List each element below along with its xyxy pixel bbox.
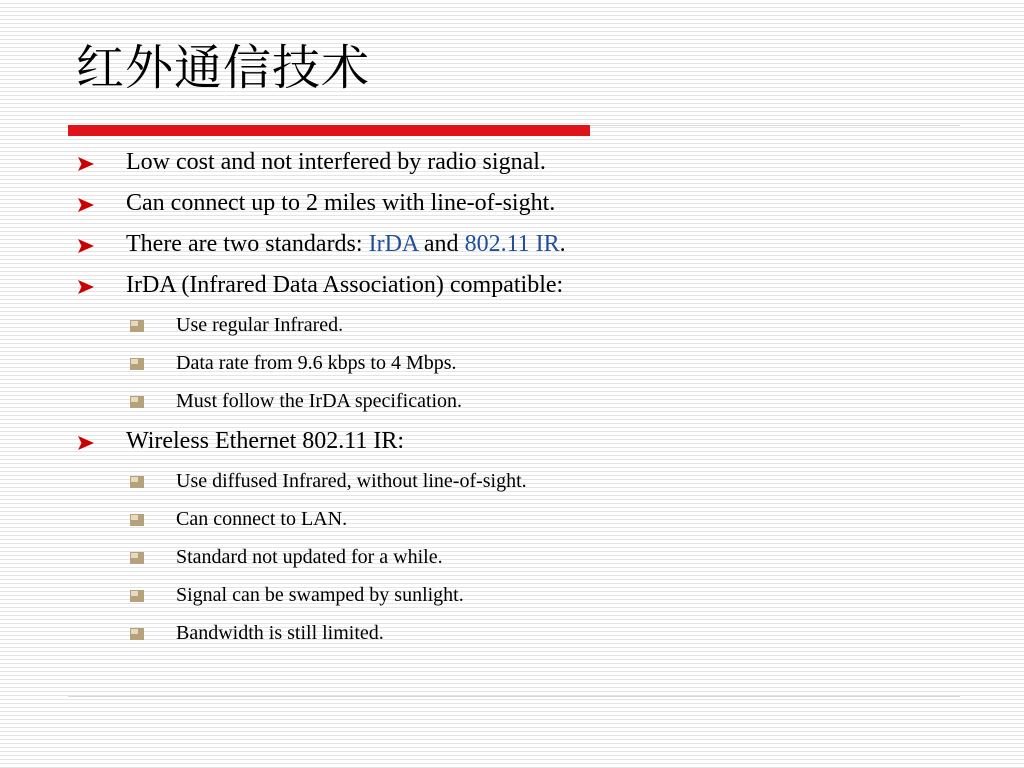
- sub-bullet-item: [0, 576, 1024, 614]
- slide-body: [0, 142, 1024, 652]
- footer-divider: [68, 696, 960, 697]
- sub-bullet-text: Bandwidth is still limited.: [176, 622, 384, 644]
- bullet-item: [0, 224, 1024, 265]
- sub-bullet-item: [0, 306, 1024, 344]
- bullet-text: Wireless Ethernet 802.11 IR:: [126, 428, 405, 454]
- sub-bullet-item: [0, 538, 1024, 576]
- bullet-text: IrDA (Infrared Data Association) compatible:: [126, 272, 564, 298]
- sub-bullet-text: Use regular Infrared.: [176, 314, 344, 336]
- arrow-bullet-icon: [78, 280, 94, 294]
- sub-bullet-item: [0, 614, 1024, 652]
- bullet-text: Can connect up to 2 miles with line-of-sight.: [126, 190, 556, 216]
- sub-bullet-text: Signal can be swamped by sunlight.: [176, 584, 464, 606]
- standard-80211ir-link: 802.11 IR: [464, 231, 560, 257]
- sub-bullet-text: Can connect to LAN.: [176, 508, 348, 530]
- sub-bullet-text: Standard not updated for a while.: [176, 546, 443, 568]
- sub-bullet-text: Must follow the IrDA specification.: [176, 390, 463, 412]
- bullet-item: [0, 265, 1024, 306]
- bullet-item: [0, 142, 1024, 183]
- slide-title: 红外通信技术: [76, 40, 371, 96]
- sub-bullet-item: [0, 500, 1024, 538]
- square-bullet-icon: [130, 320, 144, 332]
- bullet-text: Low cost and not interfered by radio signal.: [126, 149, 546, 175]
- sub-bullet-item: [0, 344, 1024, 382]
- bullet-text-prefix: There are two standards:: [126, 231, 369, 257]
- standard-irda-link: IrDA: [368, 231, 418, 257]
- bullet-text: [126, 224, 566, 265]
- bullet-text-suffix: .: [559, 231, 566, 257]
- square-bullet-icon: [130, 476, 144, 488]
- sub-bullet-item: [0, 382, 1024, 420]
- square-bullet-icon: [130, 552, 144, 564]
- sub-bullet-text: Data rate from 9.6 kbps to 4 Mbps.: [176, 352, 457, 374]
- sub-bullet-text: Use diffused Infrared, without line-of-sight.: [176, 470, 527, 492]
- square-bullet-icon: [130, 590, 144, 602]
- bullet-item: [0, 183, 1024, 224]
- arrow-bullet-icon: [78, 239, 94, 253]
- bullet-text-middle: and: [417, 231, 465, 257]
- arrow-bullet-icon: [78, 436, 94, 450]
- square-bullet-icon: [130, 358, 144, 370]
- square-bullet-icon: [130, 396, 144, 408]
- square-bullet-icon: [130, 628, 144, 640]
- square-bullet-icon: [130, 514, 144, 526]
- bullet-item: [0, 421, 1024, 462]
- title-divider-accent: [68, 125, 590, 136]
- arrow-bullet-icon: [78, 157, 94, 171]
- sub-bullet-item: [0, 462, 1024, 500]
- arrow-bullet-icon: [78, 198, 94, 212]
